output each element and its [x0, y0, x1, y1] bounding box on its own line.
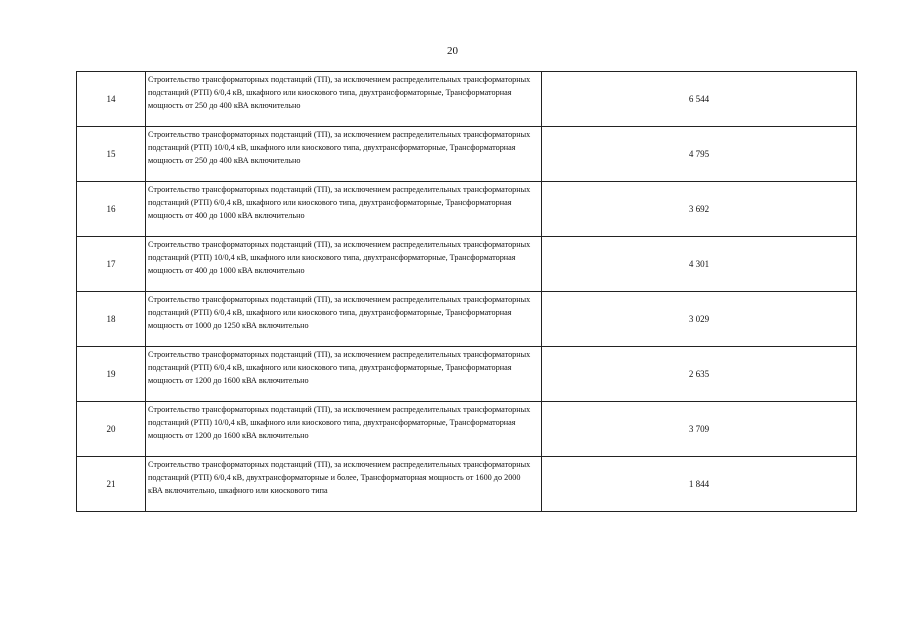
- table-row: [77, 127, 857, 182]
- table-row: [77, 347, 857, 402]
- table-row: [77, 402, 857, 457]
- row-description: Строительство трансформаторных подстанций (ТП), за исключением распределительных трансформаторных подстанций (РТП) 10/0,4 кВ, шкафного или киоскового типа, двухтрансформаторные, Трансформаторная мощность от 250 до 400 кВА включительно: [146, 127, 542, 182]
- row-value: 1 844: [542, 457, 857, 512]
- row-description: Строительство трансформаторных подстанций (ТП), за исключением распределительных трансформаторных подстанций (РТП) 10/0,4 кВ, шкафного или киоскового типа, двухтрансформаторные, Трансформаторная мощность от 1200 до 1600 кВА включительно: [146, 402, 542, 457]
- row-description: Строительство трансформаторных подстанций (ТП), за исключением распределительных трансформаторных подстанций (РТП) 10/0,4 кВ, шкафного или киоскового типа, двухтрансформаторные, Трансформаторная мощность от 400 до 1000 кВА включительно: [146, 237, 542, 292]
- row-value: 2 635: [542, 347, 857, 402]
- row-number: 19: [77, 347, 146, 402]
- table-row: [77, 457, 857, 512]
- row-number: 16: [77, 182, 146, 237]
- row-number: 15: [77, 127, 146, 182]
- row-number: 18: [77, 292, 146, 347]
- row-number: 14: [77, 72, 146, 127]
- row-description: Строительство трансформаторных подстанций (ТП), за исключением распределительных трансформаторных подстанций (РТП) 6/0,4 кВ, двухтрансформаторные и более, Трансформаторная мощность от 1600 до 2000 кВА включительно, шкафного или киоскового типа: [146, 457, 542, 512]
- row-description: Строительство трансформаторных подстанций (ТП), за исключением распределительных трансформаторных подстанций (РТП) 6/0,4 кВ, шкафного или киоскового типа, двухтрансформаторные, Трансформаторная мощность от 250 до 400 кВА включительно: [146, 72, 542, 127]
- page-number: 20: [447, 45, 458, 57]
- table-row: [77, 292, 857, 347]
- row-value: 3 029: [542, 292, 857, 347]
- row-value: 4 301: [542, 237, 857, 292]
- table-row: [77, 72, 857, 127]
- row-description: Строительство трансформаторных подстанций (ТП), за исключением распределительных трансформаторных подстанций (РТП) 6/0,4 кВ, шкафного или киоскового типа, двухтрансформаторные, Трансформаторная мощность от 1200 до 1600 кВА включительно: [146, 347, 542, 402]
- row-description: Строительство трансформаторных подстанций (ТП), за исключением распределительных трансформаторных подстанций (РТП) 6/0,4 кВ, шкафного или киоскового типа, двухтрансформаторные, Трансформаторная мощность от 1000 до 1250 кВА включительно: [146, 292, 542, 347]
- row-value: 4 795: [542, 127, 857, 182]
- row-value: 6 544: [542, 72, 857, 127]
- table-row: [77, 182, 857, 237]
- tariff-table: [76, 71, 857, 512]
- row-value: 3 692: [542, 182, 857, 237]
- table-row: [77, 237, 857, 292]
- row-number: 20: [77, 402, 146, 457]
- row-value: 3 709: [542, 402, 857, 457]
- row-description: Строительство трансформаторных подстанций (ТП), за исключением распределительных трансформаторных подстанций (РТП) 6/0,4 кВ, шкафного или киоскового типа, двухтрансформаторные, Трансформаторная мощность от 400 до 1000 кВА включительно: [146, 182, 542, 237]
- row-number: 21: [77, 457, 146, 512]
- row-number: 17: [77, 237, 146, 292]
